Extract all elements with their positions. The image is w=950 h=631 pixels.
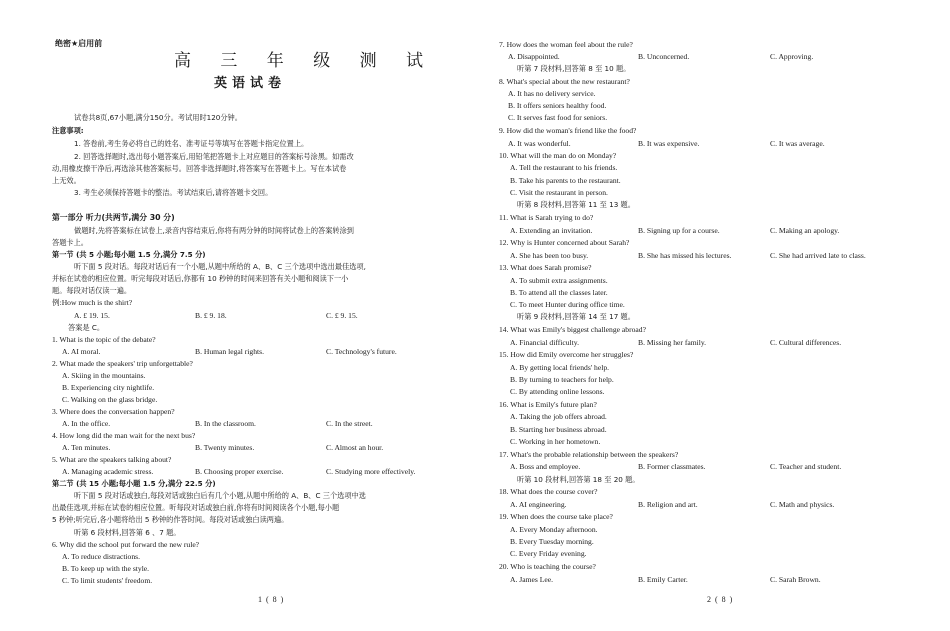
- question-7-option-c: C. Approving.: [770, 52, 814, 61]
- question-20-option-a: A. James Lee.: [510, 575, 554, 584]
- example-question: 例:How much is the shirt?: [52, 298, 133, 307]
- section1-heading: 第一节 (共 5 小题;每小题 1.5 分,满分 7.5 分): [52, 250, 206, 259]
- page-1-number: 1 ( 8 ): [258, 595, 285, 604]
- question-15-stem: 15. How did Emily overcome her struggles?: [499, 350, 634, 359]
- question-11-option-c: C. Making an apology.: [770, 226, 840, 235]
- exam-info: 试卷共8页,67小题,满分150分。考试用时120分钟。: [74, 113, 242, 122]
- question-18-option-b: B. Religion and art.: [638, 500, 698, 509]
- question-10-option-c: C. Visit the restaurant in person.: [510, 188, 608, 197]
- question-3-option-b: B. In the classroom.: [195, 419, 256, 428]
- section2-desc-1: 听下面 5 段对话或独白,每段对话或独白后有几个小题,从题中所给的 A、B、C 三个选项中选: [74, 491, 366, 500]
- question-2-option-a: A. Skiing in the mountains.: [62, 371, 146, 380]
- section1-desc-3: 题。每段对话仅读一遍。: [52, 286, 132, 295]
- question-4-option-c: C. Almost an hour.: [326, 443, 384, 452]
- question-15-option-b: B. By turning to teachers for help.: [510, 375, 614, 384]
- question-15-option-c: C. By attending online lessons.: [510, 387, 605, 396]
- question-1-stem: 1. What is the topic of the debate?: [52, 335, 156, 344]
- question-11-option-a: A. Extending an invitation.: [510, 226, 593, 235]
- material-7-note: 听第 7 段材料,回答第 8 至 10 题。: [517, 64, 631, 73]
- question-19-option-a: A. Every Monday afternoon.: [510, 525, 598, 534]
- question-5-option-b: B. Choosing proper exercise.: [195, 467, 284, 476]
- question-19-option-b: B. Every Tuesday morning.: [510, 537, 594, 546]
- question-8-option-c: C. It serves fast food for seniors.: [508, 113, 608, 122]
- question-6-option-c: C. To limit students' freedom.: [62, 576, 153, 585]
- question-5-stem: 5. What are the speakers talking about?: [52, 455, 172, 464]
- question-2-stem: 2. What made the speakers' trip unforgettable?: [52, 359, 193, 368]
- question-7-option-b: B. Unconcerned.: [638, 52, 690, 61]
- question-18-stem: 18. What does the course cover?: [499, 487, 598, 496]
- question-17-stem: 17. What's the probable relationship between the speakers?: [499, 450, 679, 459]
- question-18-option-a: A. AI engineering.: [510, 500, 567, 509]
- question-1-option-b: B. Human legal rights.: [195, 347, 264, 356]
- question-17-option-a: A. Boss and employee.: [510, 462, 581, 471]
- question-5-option-c: C. Studying more effectively.: [326, 467, 416, 476]
- question-16-stem: 16. What is Emily's future plan?: [499, 400, 597, 409]
- question-14-option-b: B. Missing her family.: [638, 338, 707, 347]
- question-20-stem: 20. Who is teaching the course?: [499, 562, 596, 571]
- question-14-stem: 14. What was Emily's biggest challenge abroad?: [499, 325, 646, 334]
- question-8-option-a: A. It has no delivery service.: [508, 89, 596, 98]
- question-9-option-b: B. It was expensive.: [638, 139, 700, 148]
- question-13-stem: 13. What does Sarah promise?: [499, 263, 592, 272]
- question-12-option-c: C. She had arrived late to class.: [770, 251, 866, 260]
- question-6-option-b: B. To keep up with the style.: [62, 564, 150, 573]
- question-12-option-a: A. She has been too busy.: [510, 251, 589, 260]
- page-2-number: 2 ( 8 ): [707, 595, 734, 604]
- question-19-option-c: C. Every Friday evening.: [510, 549, 587, 558]
- notice-heading: 注意事项:: [52, 126, 84, 135]
- question-8-stem: 8. What's special about the new restaurant?: [499, 77, 630, 86]
- question-1-option-a: A. AI moral.: [62, 347, 101, 356]
- notice-item-3: 3. 考生必须保持答题卡的整洁。考试结束后,请将答题卡交回。: [74, 188, 273, 197]
- section2-heading: 第二节 (共 15 小题;每小题 1.5 分,满分 22.5 分): [52, 479, 216, 488]
- question-13-option-b: B. To attend all the classes later.: [510, 288, 608, 297]
- material-10-note: 听第 10 段材料,回答第 18 至 20 题。: [517, 475, 640, 484]
- question-17-option-b: B. Former classmates.: [638, 462, 706, 471]
- question-16-option-b: B. Starting her business abroad.: [510, 425, 607, 434]
- question-10-stem: 10. What will the man do on Monday?: [499, 151, 617, 160]
- question-11-option-b: B. Signing up for a course.: [638, 226, 720, 235]
- part1-desc-2: 答题卡上。: [52, 238, 88, 247]
- question-14-option-a: A. Financial difficulty.: [510, 338, 579, 347]
- question-7-stem: 7. How does the woman feel about the rule?: [499, 40, 633, 49]
- question-7-option-a: A. Disappointed.: [508, 52, 560, 61]
- question-16-option-c: C. Working in her hometown.: [510, 437, 601, 446]
- question-17-option-c: C. Teacher and student.: [770, 462, 842, 471]
- material-6-note: 听第 6 段材料,回答第 6 、7 题。: [74, 528, 181, 537]
- question-9-option-c: C. It was average.: [770, 139, 825, 148]
- notice-item-2a: 2. 回答选择题时,选出每小题答案后,用铅笔把答题卡上对应题目的答案标号涂黑。如需改: [74, 152, 354, 161]
- part1-desc-1: 做题时,先将答案标在试卷上,录音内容结束后,你将有两分钟的时间将试卷上的答案转涂到: [74, 226, 354, 235]
- question-6-stem: 6. Why did the school put forward the new rule?: [52, 540, 200, 549]
- question-13-option-a: A. To submit extra assignments.: [510, 276, 608, 285]
- question-16-option-a: A. Taking the job offers abroad.: [510, 412, 607, 421]
- question-4-option-a: A. Ten minutes.: [62, 443, 111, 452]
- example-option-c: C. £ 9. 15.: [326, 311, 358, 320]
- question-8-option-b: B. It offers seniors healthy food.: [508, 101, 607, 110]
- question-10-option-b: B. Take his parents to the restaurant.: [510, 176, 621, 185]
- question-12-stem: 12. Why is Hunter concerned about Sarah?: [499, 238, 630, 247]
- question-4-option-b: B. Twenty minutes.: [195, 443, 255, 452]
- question-12-option-b: B. She has missed his lectures.: [638, 251, 732, 260]
- question-20-option-c: C. Sarah Brown.: [770, 575, 821, 584]
- question-9-stem: 9. How did the woman's friend like the food?: [499, 126, 637, 135]
- question-13-option-c: C. To meet Hunter during office time.: [510, 300, 625, 309]
- exam-title: 高 三 年 级 测 试: [174, 51, 436, 71]
- question-11-stem: 11. What is Sarah trying to do?: [499, 213, 594, 222]
- section2-desc-2: 出最佳选项,并标在试卷的相应位置。听每段对话或独白前,你将有时间阅读各个小题,每小题: [52, 503, 340, 512]
- question-10-option-a: A. Tell the restaurant to his friends.: [510, 163, 618, 172]
- exam-subtitle: 英语试卷: [214, 76, 287, 91]
- question-2-option-c: C. Walking on the glass bridge.: [62, 395, 158, 404]
- question-3-option-a: A. In the office.: [62, 419, 111, 428]
- material-8-note: 听第 8 段材料,回答第 11 至 13 题。: [517, 200, 635, 209]
- example-answer: 答案是 C。: [68, 323, 105, 332]
- question-15-option-a: A. By getting local friends' help.: [510, 363, 610, 372]
- confidential-label: 绝密★启用前: [55, 39, 103, 48]
- question-2-option-b: B. Experiencing city nightlife.: [62, 383, 155, 392]
- question-19-stem: 19. When does the course take place?: [499, 512, 613, 521]
- part1-heading: 第一部分 听力(共两节,满分 30 分): [52, 213, 175, 222]
- question-18-option-c: C. Math and physics.: [770, 500, 835, 509]
- notice-item-2b: 动,用橡皮擦干净后,再选涂其他答案标号。回答非选择题时,将答案写在答题卡上。写在本试卷: [52, 164, 347, 173]
- example-option-a: A. £ 19. 15.: [74, 311, 110, 320]
- question-20-option-b: B. Emily Carter.: [638, 575, 688, 584]
- question-3-option-c: C. In the street.: [326, 419, 373, 428]
- question-9-option-a: A. It was wonderful.: [508, 139, 571, 148]
- section1-desc-2: 并标在试卷的相应位置。听完每段对话后,你都有 10 秒钟的时间来回答有关小题和阅读下一小: [52, 274, 349, 283]
- section2-desc-3: 5 秒钟;听完后,各小题将给出 5 秒钟的作答时间。每段对话或独白读两遍。: [52, 515, 289, 524]
- question-14-option-c: C. Cultural differences.: [770, 338, 842, 347]
- question-1-option-c: C. Technology's future.: [326, 347, 397, 356]
- section1-desc-1: 听下面 5 段对话。每段对话后有一个小题,从题中所给的 A、B、C 三个选项中选出最佳选项,: [74, 262, 366, 271]
- example-option-b: B. £ 9. 18.: [195, 311, 227, 320]
- question-5-option-a: A. Managing academic stress.: [62, 467, 154, 476]
- material-9-note: 听第 9 段材料,回答第 14 至 17 题。: [517, 312, 635, 321]
- question-6-option-a: A. To reduce distractions.: [62, 552, 140, 561]
- question-4-stem: 4. How long did the man wait for the next bus?: [52, 431, 196, 440]
- question-3-stem: 3. Where does the conversation happen?: [52, 407, 175, 416]
- notice-item-2c: 上无效。: [52, 176, 81, 185]
- notice-item-1: 1. 答卷前,考生务必将自己的姓名、准考证号等填写在答题卡指定位置上。: [74, 139, 309, 148]
